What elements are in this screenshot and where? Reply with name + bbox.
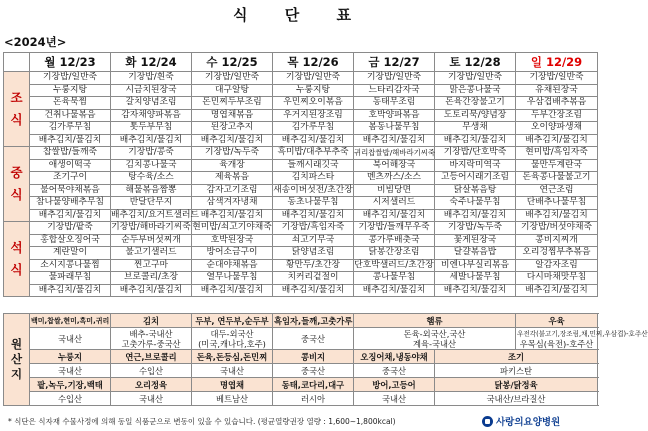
origin-value: 국내산	[192, 364, 273, 378]
menu-cell: 연근조림	[516, 184, 598, 197]
menu-cell: 육개장	[192, 159, 273, 172]
menu-cell: 시저샐러드	[354, 197, 435, 210]
origin-item: 동태,코다리,대구	[273, 378, 354, 392]
menu-cell: 배추김치/물김치	[516, 284, 598, 297]
menu-row	[4, 197, 598, 210]
menu-row	[4, 72, 598, 85]
menu-cell: 배추김치/물김치	[30, 284, 111, 297]
origin-line: 배추-국내산	[129, 328, 173, 339]
menu-cell: 쇠고기무국	[273, 234, 354, 247]
menu-cell: 현미밥/쇠고기야채죽	[192, 222, 272, 233]
menu-cell: 기장밥/흰죽	[111, 72, 192, 85]
menu-cell: 기장밥/일반죽	[30, 72, 111, 85]
page-title: 식 단 표	[233, 6, 367, 24]
hospital-logo	[482, 414, 560, 428]
day-header: 월 12/23	[30, 53, 111, 72]
origin-line: 고춧가루-중국산	[121, 338, 181, 349]
menu-cell: 물파래무침	[30, 272, 111, 285]
menu-cell: 오리겅찜부추볶음	[516, 247, 598, 260]
menu-cell: 누룽지탕	[273, 84, 354, 97]
menu-cell: 호박양파볶음	[354, 109, 435, 122]
menu-cell: 감자고기조림	[192, 184, 273, 197]
menu-cell: 북어해장국	[354, 159, 435, 172]
menu-cell: 순대야채볶음	[192, 259, 273, 272]
origin-value: 중국산	[273, 328, 354, 350]
origin-label: 원 산 지	[4, 314, 30, 406]
menu-cell: 들깨시래깃국	[273, 159, 354, 172]
year-label: <2024년>	[4, 35, 67, 49]
menu-cell: 홍합살오징어국	[30, 234, 111, 247]
menu-cell: 탕수육/소스	[111, 172, 192, 185]
menu-cell: 물만두계란국	[516, 159, 598, 172]
menu-cell: 유채된장국	[516, 84, 598, 97]
origin-item: 연근,브로콜리	[111, 350, 192, 364]
origin-value: 국내산	[30, 364, 111, 378]
menu-cell: 순두부버섯찌개	[111, 234, 192, 247]
menu-cell: 김치콩나물국	[111, 159, 192, 172]
menu-cell: 동태무조림	[354, 97, 435, 110]
menu-cell: 비엔나부실리볶음	[435, 259, 516, 272]
menu-cell: 기장밥/단호박죽	[435, 147, 516, 160]
origin-value: 베트남산	[192, 392, 273, 406]
origin-item: 닭봉/닭정육	[435, 378, 598, 392]
menu-cell: 맑은콩나물국	[435, 84, 516, 97]
menu-cell: 콩가루배춧국	[354, 234, 435, 247]
day-header: 화 12/24	[111, 53, 192, 72]
menu-cell: 새송이버섯전/초간장	[273, 184, 353, 195]
menu-cell: 김가루무침	[30, 122, 111, 135]
footnote: * 식단은 식자재 수물사정에 의해 동일 식품군으로 변동이 있을 수 있습니다. (평균열량권장 열량 : 1,600~1,800kcal)	[8, 417, 396, 426]
menu-cell: 기장밥/일반죽	[354, 72, 435, 85]
menu-cell: 배추김치/물김치	[111, 284, 192, 297]
origin-item: 햄류	[354, 314, 516, 328]
origin-item: 김치	[111, 314, 192, 328]
menu-table	[3, 52, 598, 297]
menu-row	[4, 134, 598, 147]
menu-cell: 느타리감자국	[354, 84, 435, 97]
menu-cell: 돈육간장불고기	[435, 97, 516, 110]
day-header: 금 12/27	[354, 53, 435, 72]
menu-cell: 무생채	[435, 122, 516, 135]
origin-table	[3, 313, 648, 406]
origin-row	[4, 378, 598, 392]
menu-cell: 닭봉간장조림	[354, 247, 435, 260]
menu-cell: 기장밥/해바라기씨죽	[111, 222, 191, 233]
menu-cell: 김치파스타	[273, 172, 354, 185]
menu-cell: 브로콜리/초장	[111, 272, 192, 285]
menu-cell: 기장밥/팥죽	[30, 222, 111, 235]
menu-cell: 배추김치/물김치	[354, 209, 435, 222]
menu-cell: 우거지된장조림	[273, 109, 354, 122]
menu-cell: 동초나물무침	[273, 197, 354, 210]
menu-cell: 숙주나물무침	[435, 197, 516, 210]
menu-cell: 참나물양배추무침	[30, 197, 111, 210]
menu-row	[4, 84, 598, 97]
day-header: 목 12/26	[273, 53, 354, 72]
menu-cell: 삼색겨자냉채	[192, 197, 273, 210]
origin-value: 파키스탄	[435, 364, 598, 378]
origin-line: 계육-국내산	[412, 338, 457, 349]
origin-row	[4, 314, 598, 328]
menu-cell: 건취나물볶음	[30, 109, 111, 122]
menu-cell: 기장밥/들깨무우죽	[354, 222, 435, 235]
menu-cell: 단호박샐러드/초간장	[354, 259, 434, 270]
menu-cell: 황만두/초간장	[273, 259, 354, 272]
menu-row	[4, 209, 598, 222]
menu-cell: 우삼겹배추볶음	[516, 97, 598, 110]
menu-row	[4, 97, 598, 110]
menu-cell: 도토리묵/양념장	[435, 109, 516, 122]
menu-cell: 세발나물무침	[435, 272, 516, 285]
menu-cell: 배추김치/물김치	[192, 209, 273, 222]
menu-cell: 배추김치/물김치	[354, 284, 435, 297]
origin-value: 수입산	[111, 364, 192, 378]
menu-cell: 현미밥/흑임자죽	[516, 147, 598, 160]
origin-value: 수입산	[30, 392, 111, 406]
origin-item: 팥,녹두,기장,백태	[30, 378, 111, 392]
menu-row	[4, 172, 598, 185]
menu-cell: 열무나물무침	[192, 272, 273, 285]
origin-row	[4, 392, 598, 406]
menu-cell: 기장밥/흑임자죽	[273, 222, 354, 235]
menu-cell: 꽃게된장국	[435, 234, 516, 247]
origin-item: 조기	[435, 350, 598, 364]
origin-value	[111, 328, 192, 350]
origin-value: 중국산	[273, 364, 354, 378]
menu-cell: 흑미밥/대추부추죽	[273, 147, 354, 160]
meal-label: 석 식	[4, 222, 30, 297]
menu-cell: 닭양념조림	[273, 247, 354, 260]
menu-row	[4, 122, 598, 135]
menu-cell: 반달단무지	[111, 197, 192, 210]
menu-cell: 돈육묵찜	[30, 97, 111, 110]
menu-cell: 배추김치/물김치	[435, 134, 516, 147]
origin-item: 방어,고등어	[354, 378, 435, 392]
menu-cell: 배추김치/물김치	[273, 284, 354, 297]
menu-cell: 오이양파생채	[516, 122, 598, 135]
menu-row	[4, 109, 598, 122]
origin-value: 국내산	[30, 328, 111, 350]
menu-cell: 알감자조림	[516, 259, 598, 272]
menu-cell: 방어소금구이	[192, 247, 273, 260]
menu-cell: 대구알탕	[192, 84, 273, 97]
day-header-row	[4, 53, 598, 72]
origin-line: 우전각(불고기,장조림,채,민찌,우삼겹)-호주산	[517, 329, 648, 338]
menu-row	[4, 259, 598, 272]
menu-cell: 고등어시래기조림	[435, 172, 516, 185]
menu-cell: 배추김치/요거트샐러드	[111, 209, 199, 220]
origin-value: 국내산	[354, 392, 435, 406]
origin-value	[354, 328, 516, 350]
menu-cell: 불고기샐러드	[111, 247, 192, 260]
origin-value: 국내산/브라질산	[435, 392, 598, 406]
header-corner	[4, 53, 30, 72]
origin-item: 백미,찹쌀,현미,흑미,귀리	[30, 314, 111, 328]
meal-label: 중 식	[4, 147, 30, 222]
origin-line: 돈육-외국산,국산	[403, 328, 466, 339]
origin-line: (미국,캐나다,호주)	[198, 338, 266, 349]
origin-line: 대두-외국산	[210, 328, 254, 339]
menu-cell: 배추김치/물김치	[354, 134, 435, 147]
origin-item: 우육	[516, 314, 598, 328]
menu-cell: 돈민찌두부조림	[192, 97, 273, 110]
menu-cell: 기장밥/일반죽	[273, 72, 354, 85]
hospital-name: 사랑의요양병원	[496, 417, 561, 428]
day-header: 수 12/25	[192, 53, 273, 72]
menu-cell: 기장밥/일반죽	[435, 72, 516, 85]
menu-cell: 배추김치/물김치	[192, 284, 273, 297]
menu-cell: 돈육콩나물불고기	[516, 172, 598, 185]
day-header: 일 12/29	[516, 53, 598, 72]
menu-cell: 배추김치/물김치	[435, 209, 516, 222]
origin-item: 두부, 연두부,순두부	[192, 314, 273, 328]
menu-cell: 애생이떡국	[30, 159, 111, 172]
origin-row	[4, 350, 598, 364]
origin-row	[4, 328, 598, 350]
menu-cell: 배추김치/물김치	[30, 209, 111, 222]
origin-row	[4, 364, 598, 378]
origin-value: 국내산	[111, 392, 192, 406]
menu-cell: 배추김치/물김치	[435, 284, 516, 297]
menu-cell: 시금치된장국	[111, 84, 192, 97]
menu-cell: 배추김치/물김치	[516, 209, 598, 222]
menu-cell: 계란말이	[30, 247, 111, 260]
menu-row	[4, 234, 598, 247]
origin-item: 명엽채	[192, 378, 273, 392]
menu-cell: 기장밥/녹두죽	[435, 222, 516, 235]
origin-item: 누룽지	[30, 350, 111, 364]
menu-cell: 호박된장국	[192, 234, 273, 247]
menu-cell: 기장밥/콩죽	[111, 147, 192, 160]
menu-cell: 명엽채볶음	[192, 109, 273, 122]
menu-cell: 우민찌오이볶음	[273, 97, 354, 110]
menu-cell: 기장밥/녹두죽	[192, 147, 273, 160]
menu-cell: 조기구이	[30, 172, 111, 185]
menu-cell: 불어묵야채볶음	[30, 184, 111, 197]
origin-item: 오징어채,냉동야채	[354, 350, 435, 364]
menu-cell: 단배추나물무침	[516, 197, 598, 210]
menu-cell: 감자채양파볶음	[111, 109, 192, 122]
menu-cell: 제육볶음	[192, 172, 273, 185]
menu-cell: 배추김치/물김치	[111, 134, 192, 147]
menu-cell: 기장밥/일반죽	[516, 72, 598, 85]
menu-cell: 콩나물무침	[354, 272, 435, 285]
menu-row	[4, 272, 598, 285]
menu-row	[4, 159, 598, 172]
menu-cell: 바지락미역국	[435, 159, 516, 172]
origin-item: 흑임자,들깨,고춧가루	[274, 315, 353, 326]
menu-cell: 기장밥/일반죽	[192, 72, 273, 85]
menu-cell: 배추김치/물김치	[192, 134, 273, 147]
origin-value: 러시아	[273, 392, 354, 406]
menu-cell: 봄동나물무침	[354, 122, 435, 135]
menu-cell: 귀리찹쌀밥/해바라기씨죽	[354, 148, 436, 158]
menu-cell: 콩비지찌개	[516, 234, 598, 247]
menu-cell: 기장밥/버섯야채죽	[516, 222, 598, 235]
menu-cell: 배추김치/물김치	[273, 134, 354, 147]
menu-cell: 배추김치/물김치	[516, 134, 598, 147]
day-header: 토 12/28	[435, 53, 516, 72]
origin-item: 돈육,돈등심,돈민찌	[192, 350, 273, 364]
menu-cell: 다시마채맛무침	[516, 272, 598, 285]
menu-cell: 멘츠까스/소스	[354, 172, 435, 185]
menu-cell: 해물볶음짬뽕	[111, 184, 192, 197]
menu-cell: 된장고추지	[192, 122, 273, 135]
origin-item: 콩비지	[273, 350, 354, 364]
menu-cell: 톳두부무침	[111, 122, 192, 135]
meal-label: 조 식	[4, 72, 30, 147]
menu-cell: 배추김치/물김치	[273, 209, 354, 222]
menu-cell: 닭살볶음탕	[435, 184, 516, 197]
menu-cell: 김가루무침	[273, 122, 354, 135]
hospital-cross-icon	[482, 416, 493, 427]
menu-row	[4, 147, 598, 160]
origin-value	[516, 328, 648, 350]
menu-cell: 찐고구마	[111, 259, 192, 272]
origin-item: 오리정육	[111, 378, 192, 392]
origin-value: 중국산	[354, 364, 435, 378]
menu-cell: 달걀볶음밥	[435, 247, 516, 260]
menu-cell: 갈치양념조림	[111, 97, 192, 110]
menu-cell: 누룽지탕	[30, 84, 111, 97]
menu-row	[4, 284, 598, 297]
menu-cell: 배추김치/물김치	[30, 134, 111, 147]
menu-cell: 소시지콩나물찜	[30, 259, 111, 272]
menu-row	[4, 247, 598, 260]
menu-row	[4, 184, 598, 197]
menu-row	[4, 222, 598, 235]
origin-line: 우목심(육전)-호주산	[519, 338, 594, 349]
menu-cell: 두부간장조림	[516, 109, 598, 122]
origin-value	[192, 328, 273, 350]
menu-cell: 찹쌀밥/들깨죽	[30, 147, 111, 160]
menu-cell: 치커리겉절이	[273, 272, 354, 285]
menu-cell: 비빔당면	[354, 184, 435, 197]
